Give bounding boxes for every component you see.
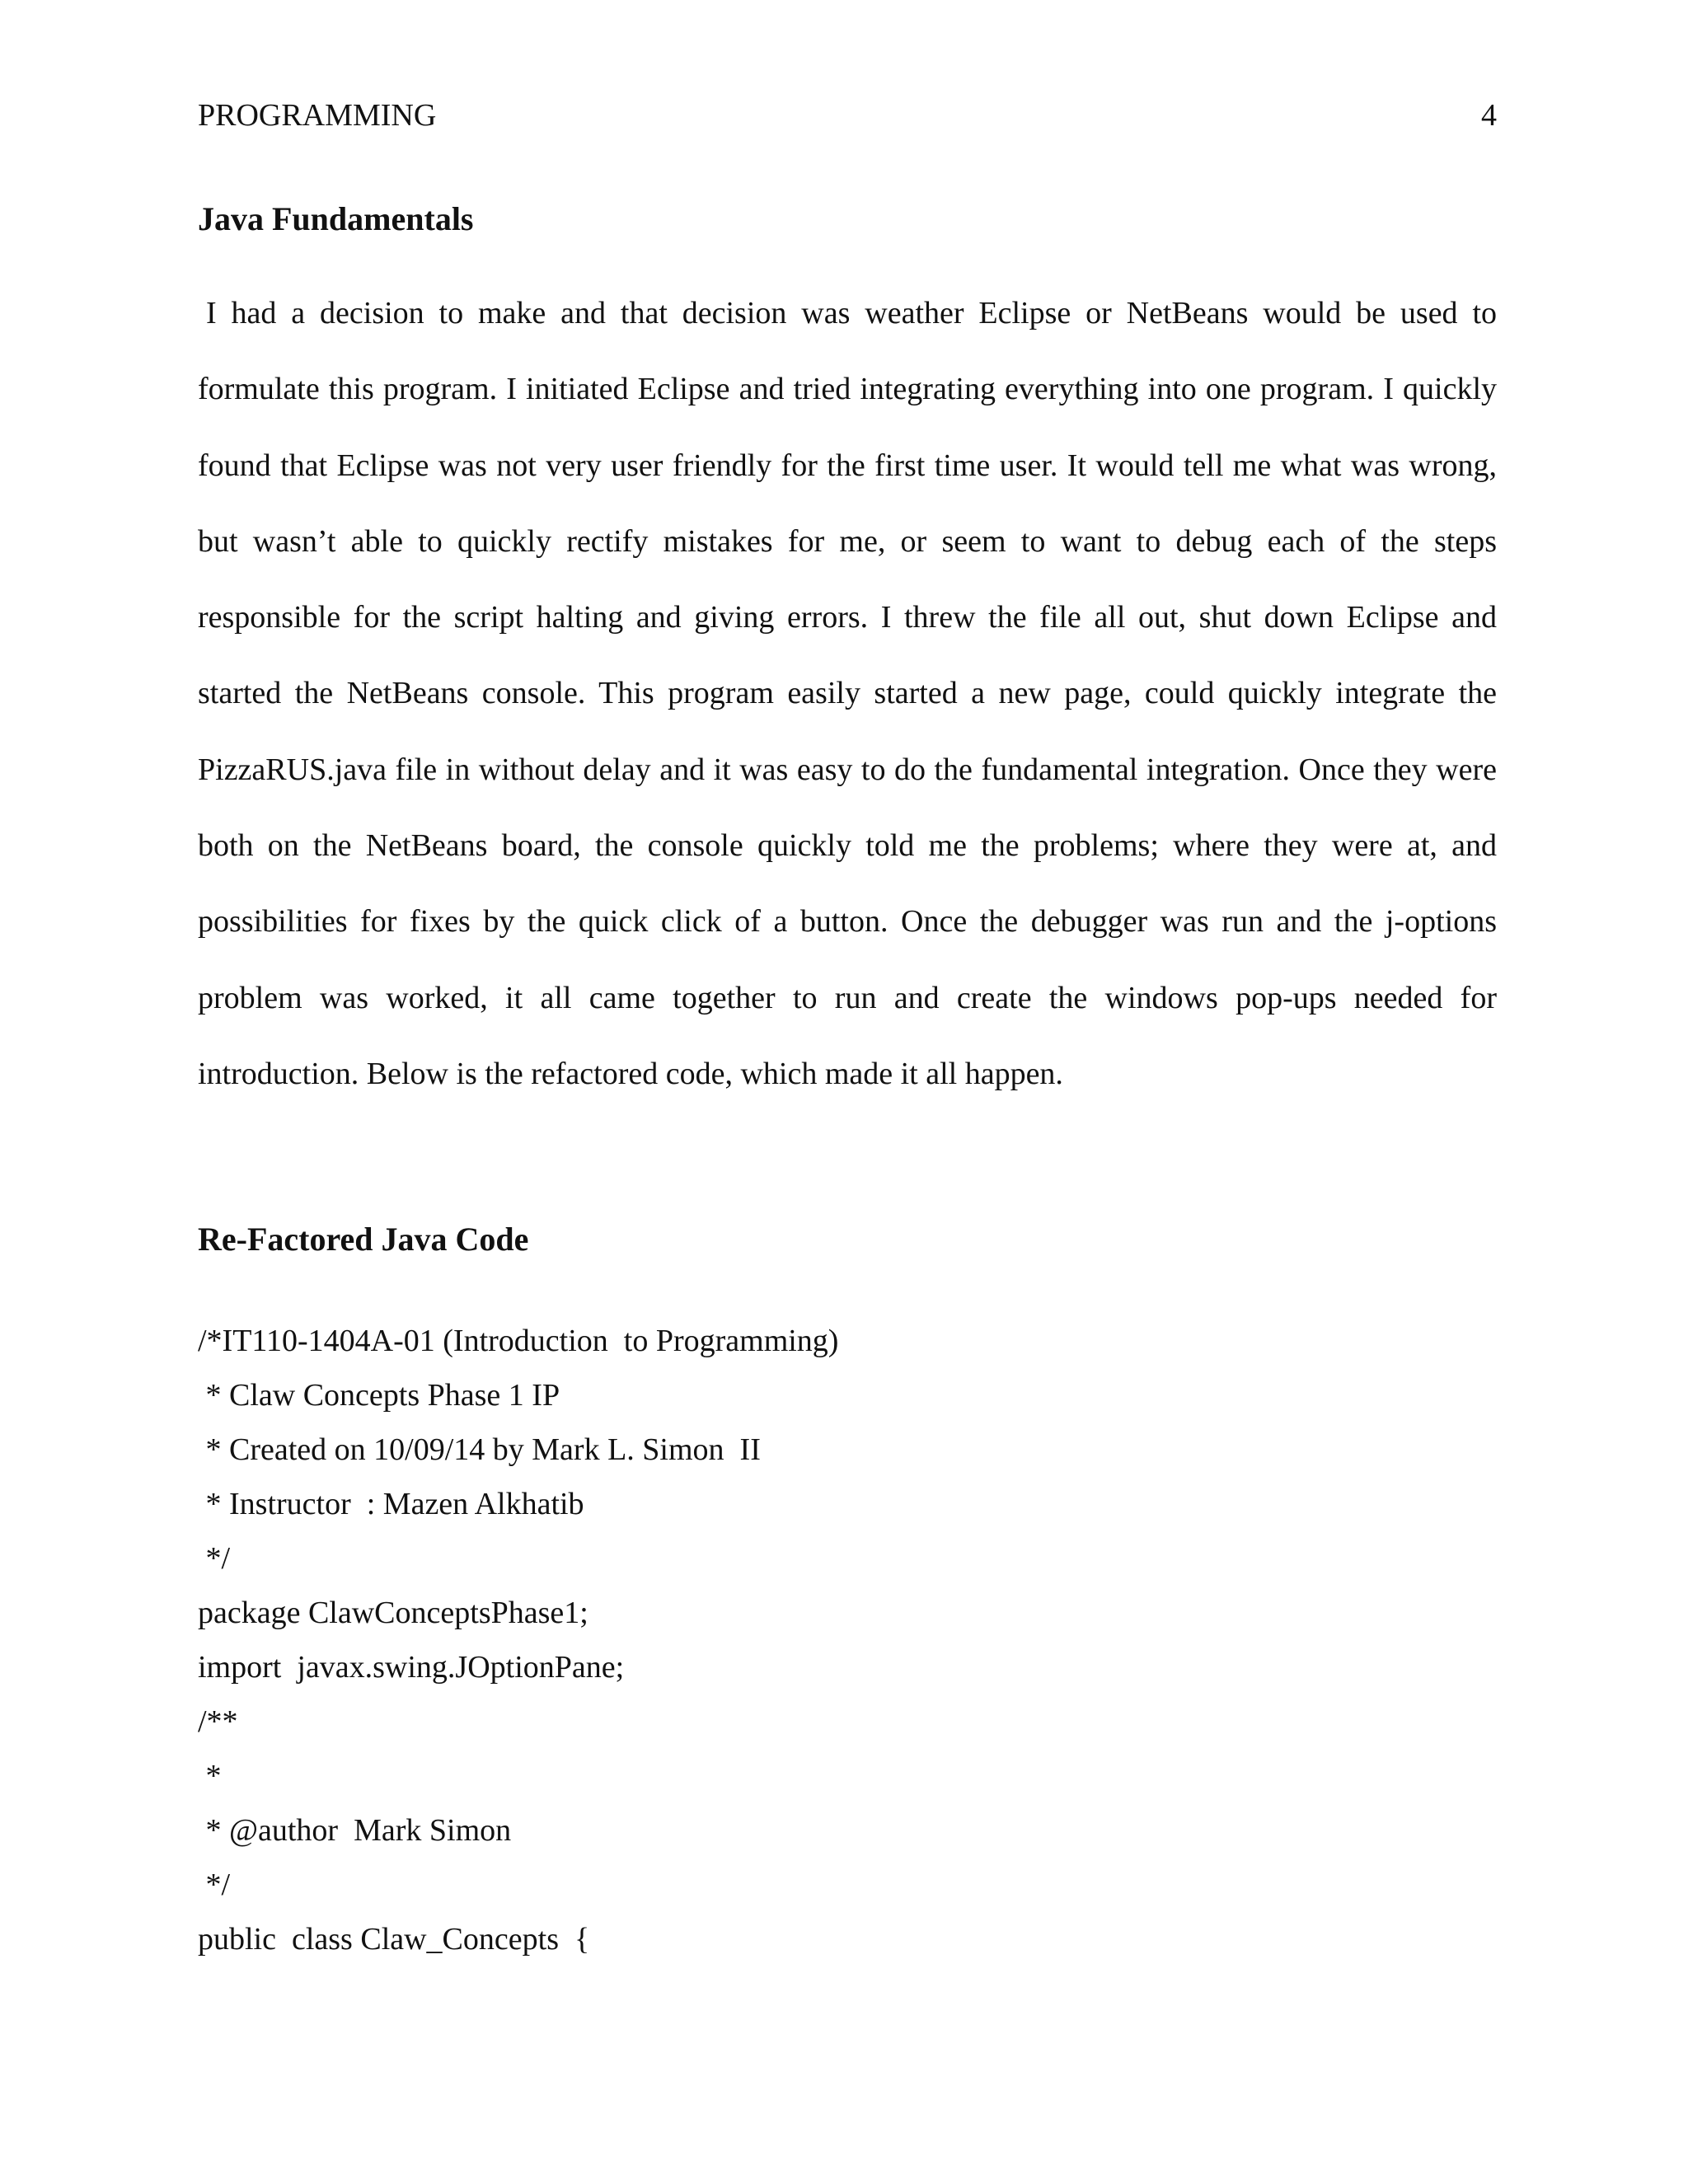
code-line: * Created on 10/09/14 by Mark L. Simon II [198, 1432, 761, 1467]
code-line: */ [198, 1541, 231, 1576]
code-listing [198, 1314, 1497, 1966]
running-head [198, 96, 1497, 135]
code-line: */ [198, 1868, 231, 1902]
running-head-title: PROGRAMMING [198, 98, 437, 133]
code-line: * @author Mark Simon [198, 1813, 512, 1848]
code-line: * [198, 1759, 222, 1793]
code-line: /** [198, 1704, 238, 1739]
section-heading-java-fundamentals: Java Fundamentals [198, 200, 474, 237]
section-heading-refactored-code: Re-Factored Java Code [198, 1221, 529, 1258]
page-number: 4 [1481, 98, 1497, 133]
code-line: package ClawConceptsPhase1; [198, 1596, 588, 1630]
code-line: import javax.swing.JOptionPane; [198, 1650, 625, 1685]
body-paragraph: I had a decision to make and that decision was weather Eclipse or NetBeans would be used to formulate this program. I initiated Eclipse and tried integrating everything into one program. I quickly found that Eclipse was not very user friendly for the first time user. It would tell me what was wrong, but wasn’t able to quickly rectify mistakes for me, or seem to want to debug each of the steps responsible for the script halting and giving errors. I threw the file all out, shut down Eclipse and started the NetBeans console. This program easily started a new page, could quickly integrate the PizzaRUS.java file in without delay and it was easy to do the fundamental integration. Once they were both on the NetBeans board, the console quickly told me the problems; where they were at, and possibilities for fixes by the quick click of a button. Once the debugger was run and the j-options problem was worked, it all came together to run and create the windows pop-ups needed for introduction. Below is the refactored code, which made it all happen. [198, 296, 1497, 1091]
code-line: * Claw Concepts Phase 1 IP [198, 1378, 560, 1413]
code-line: /*IT110-1404A-01 (Introduction to Programming) [198, 1324, 839, 1358]
code-line: public class Claw_Concepts { [198, 1922, 590, 1957]
code-line: * Instructor : Mazen Alkhatib [198, 1487, 584, 1521]
